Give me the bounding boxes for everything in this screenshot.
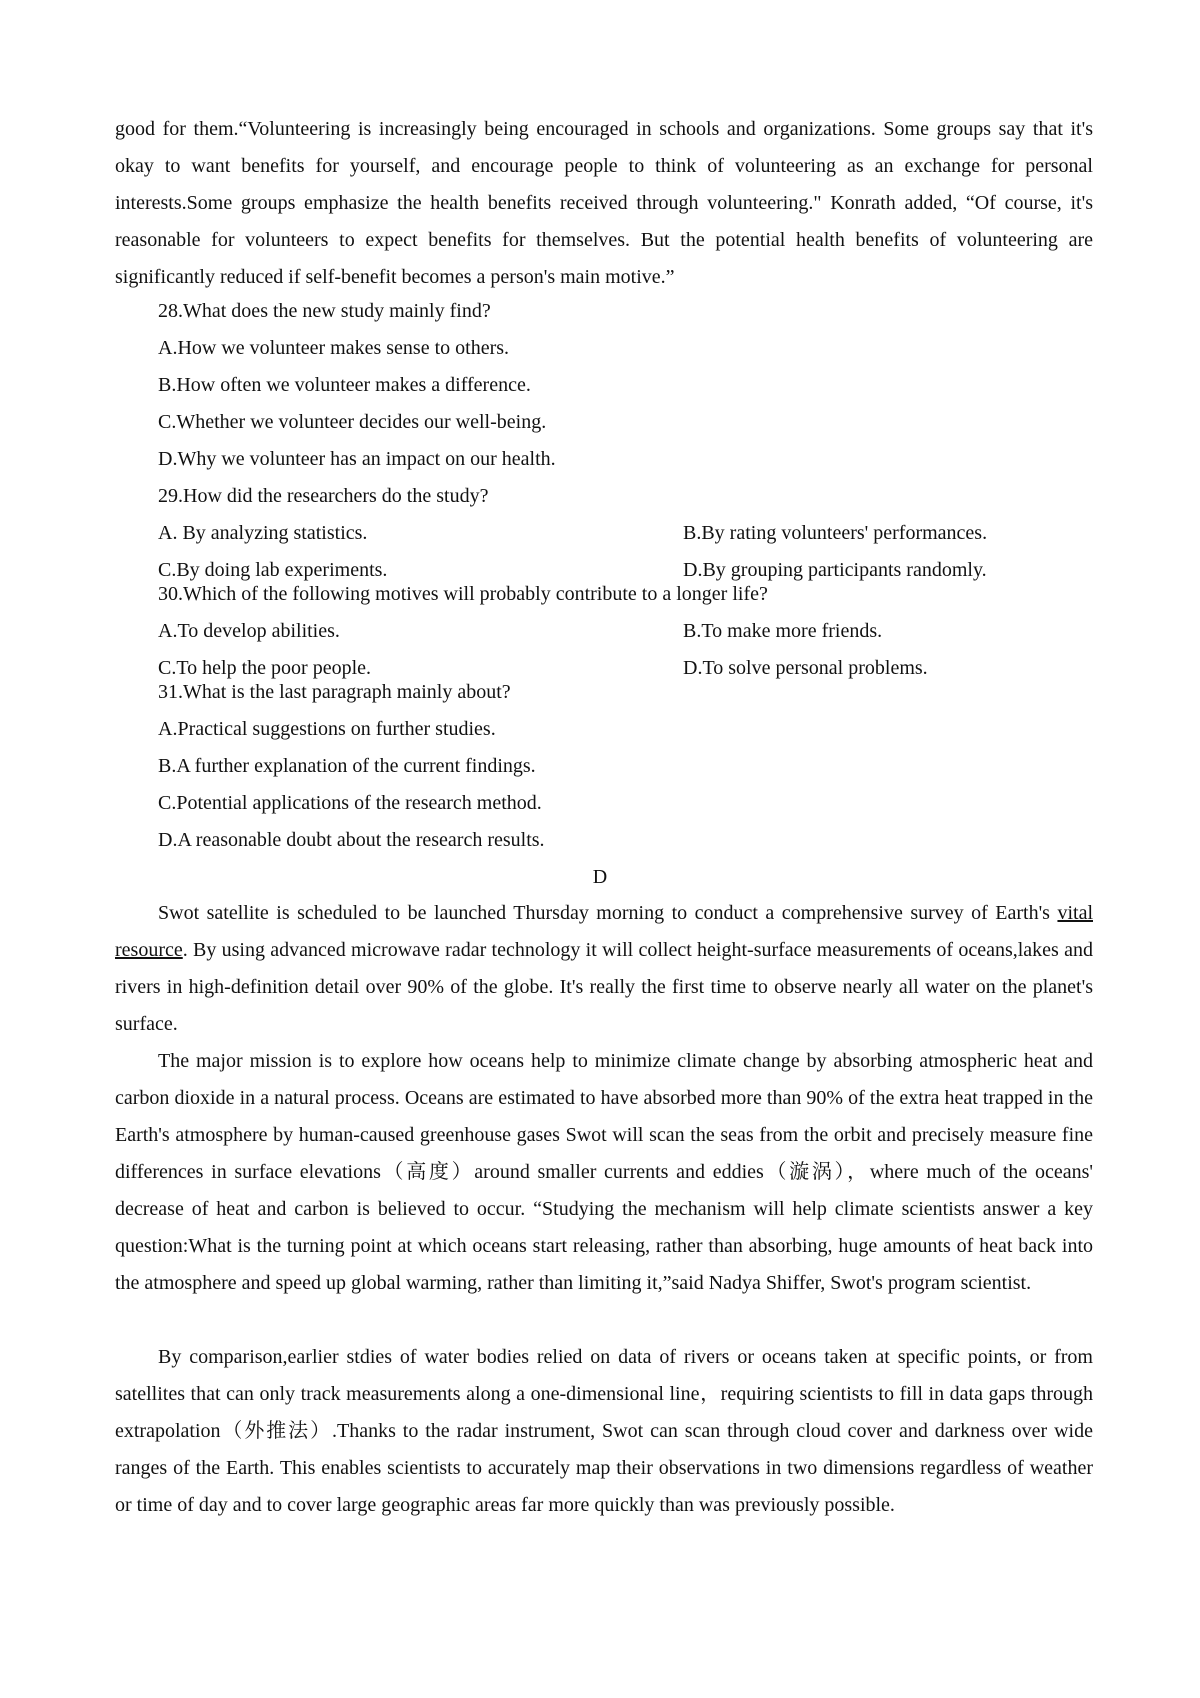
question-28-option-c: C.Whether we volunteer decides our well-being.	[158, 411, 547, 433]
passage-d-paragraph-3: By comparison,earlier stdies of water bodies relied on data of rivers or oceans taken at specific points, or from satellites that can only track measurements along a one-dimensional line，requiring scientists to fill in data gaps through extrapolation（外推法）.Thanks to the radar instrument, Swot can scan through cloud cover and darkness over wide ranges of the Earth. This enables scientists to accurately map their observations in two dimensions regardless of weather or time of day and to cover large geographic areas far more quickly than was previously possible.	[115, 1346, 1093, 1516]
passage-d-p1-start: Swot satellite is scheduled to be launched Thursday morning to conduct a comprehensive survey of Earth's	[158, 902, 1058, 924]
passage-d-paragraph-2: The major mission is to explore how oceans help to minimize climate change by absorbing atmospheric heat and carbon dioxide in a natural process. Oceans are estimated to have absorbed more than 90% of the extra heat trapped in the Earth's atmosphere by human-caused greenhouse gases Swot will scan the seas from the orbit and precisely measure fine differences in surface elevations（高度）around smaller currents and eddies（漩涡），where much of the oceans' decrease of heat and carbon is believed to occur. “Studying the mechanism will help climate scientists answer a key question:What is the turning point at which oceans start releasing, rather than absorbing, huge amounts of heat back into the atmosphere and speed up global warming, rather than limiting it,”said Nadya Shiffer, Swot's program scientist.	[115, 1050, 1093, 1294]
question-28-option-d: D.Why we volunteer has an impact on our health.	[158, 448, 556, 470]
question-28-option-a: A.How we volunteer makes sense to others.	[158, 337, 510, 359]
question-30-option-a: A.To develop abilities.	[158, 620, 340, 642]
question-29-option-b: B.By rating volunteers' performances.	[683, 522, 988, 544]
question-29-option-a: A. By analyzing statistics.	[158, 522, 368, 544]
question-28-option-b: B.How often we volunteer makes a difference.	[158, 374, 531, 396]
vital-resource-underlined: vital resource	[115, 902, 1093, 961]
question-29-stem: 29.How did the researchers do the study?	[158, 485, 489, 507]
question-30-option-b: B.To make more friends.	[683, 620, 883, 642]
passage-c-closing-paragraph: good for them.“Volunteering is increasingly being encouraged in schools and organizations. Some groups say that it's okay to want benefits for yourself, and encourage people to think of volunteering as an exchange for personal interests.Some groups emphasize the health benefits received through volunteering." Konrath added, “Of course, it's reasonable for volunteers to expect benefits for themselves. But the potential health benefits of volunteering are significantly reduced if self-benefit becomes a person's main motive.”	[115, 118, 1093, 288]
question-30-option-c: C.To help the poor people.	[158, 657, 371, 679]
question-31-option-a: A.Practical suggestions on further studies.	[158, 718, 496, 740]
question-28-stem: 28.What does the new study mainly find?	[158, 300, 491, 322]
question-31-option-c: C.Potential applications of the research method.	[158, 792, 542, 814]
question-29-option-c: C.By doing lab experiments.	[158, 559, 388, 581]
question-31-stem: 31.What is the last paragraph mainly about?	[158, 681, 511, 703]
question-30-option-d: D.To solve personal problems.	[683, 657, 928, 679]
question-30-stem: 30.Which of the following motives will probably contribute to a longer life?	[158, 583, 768, 605]
question-31-option-b: B.A further explanation of the current findings.	[158, 755, 536, 777]
passage-d-heading: D	[592, 866, 608, 888]
passage-d-p1-end: . By using advanced microwave radar technology it will collect height-surface measurements of oceans,lakes and rivers in high-definition detail over 90% of the globe. It's really the first time to observe nearly all water on the planet's surface.	[115, 939, 1093, 1035]
question-29-option-d: D.By grouping participants randomly.	[683, 559, 987, 581]
question-31-option-d: D.A reasonable doubt about the research results.	[158, 829, 545, 851]
passage-d-paragraph-1	[115, 895, 1093, 1043]
